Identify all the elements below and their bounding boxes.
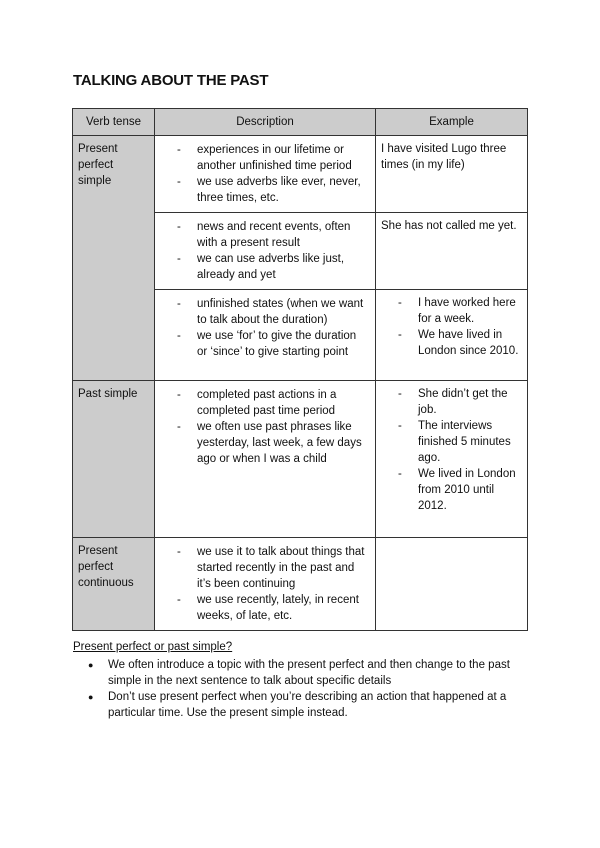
column-header: Verb tense xyxy=(73,109,155,136)
description-item: - we use recently, lately, in recent weeks, of late, etc. xyxy=(177,592,369,624)
example-cell: She has not called me yet. xyxy=(376,213,528,290)
example-item: - We lived in London from 2010 until 2012. xyxy=(398,466,522,514)
description-cell xyxy=(155,381,376,538)
notes-heading: Present perfect or past simple? xyxy=(73,641,233,653)
example-item: - The interviews finished 5 minutes ago. xyxy=(398,418,522,466)
example-cell: I have visited Lugo three times (in my life) xyxy=(376,136,528,213)
example-cell xyxy=(376,538,528,631)
column-header: Example xyxy=(376,109,528,136)
description-item: - completed past actions in a completed past time period xyxy=(177,387,369,419)
description-cell xyxy=(155,290,376,381)
notes-list xyxy=(73,657,523,721)
list-item: ● Don’t use present perfect when you’re describing an action that happened at a particular time. Use the present simple instead. xyxy=(73,689,523,721)
description-item: - we often use past phrases like yesterday, last week, a few days ago or when I was a child xyxy=(177,419,369,467)
tense-cell: Present perfect continuous xyxy=(73,538,155,631)
description-item: - we can use adverbs like just, already and yet xyxy=(177,251,369,283)
example-item: - I have worked here for a week. xyxy=(398,295,522,327)
description-item: - news and recent events, often with a present result xyxy=(177,219,369,251)
example-item: - We have lived in London since 2010. xyxy=(398,327,522,359)
tense-table xyxy=(72,108,528,631)
page-title: TALKING ABOUT THE PAST xyxy=(73,72,269,89)
description-item: - experiences in our lifetime or another unfinished time period xyxy=(177,142,369,174)
table-row xyxy=(73,136,528,213)
description-cell xyxy=(155,213,376,290)
example-cell xyxy=(376,381,528,538)
table-row xyxy=(73,538,528,631)
tense-cell: Past simple xyxy=(73,381,155,538)
description-item: - we use it to talk about things that started recently in the past and it’s been continuing xyxy=(177,544,369,592)
column-header: Description xyxy=(155,109,376,136)
tense-cell: Present perfect simple xyxy=(73,136,155,381)
description-item: - we use ‘for’ to give the duration or ‘since’ to give starting point xyxy=(177,328,369,360)
example-cell xyxy=(376,290,528,381)
description-item: - we use adverbs like ever, never, three times, etc. xyxy=(177,174,369,206)
list-item: ● We often introduce a topic with the present perfect and then change to the past simple in the next sentence to talk about specific details xyxy=(73,657,523,689)
description-item: - unfinished states (when we want to talk about the duration) xyxy=(177,296,369,328)
table-header-row xyxy=(73,109,528,136)
example-item: - She didn’t get the job. xyxy=(398,386,522,418)
table-row xyxy=(73,381,528,538)
description-cell xyxy=(155,136,376,213)
description-cell xyxy=(155,538,376,631)
